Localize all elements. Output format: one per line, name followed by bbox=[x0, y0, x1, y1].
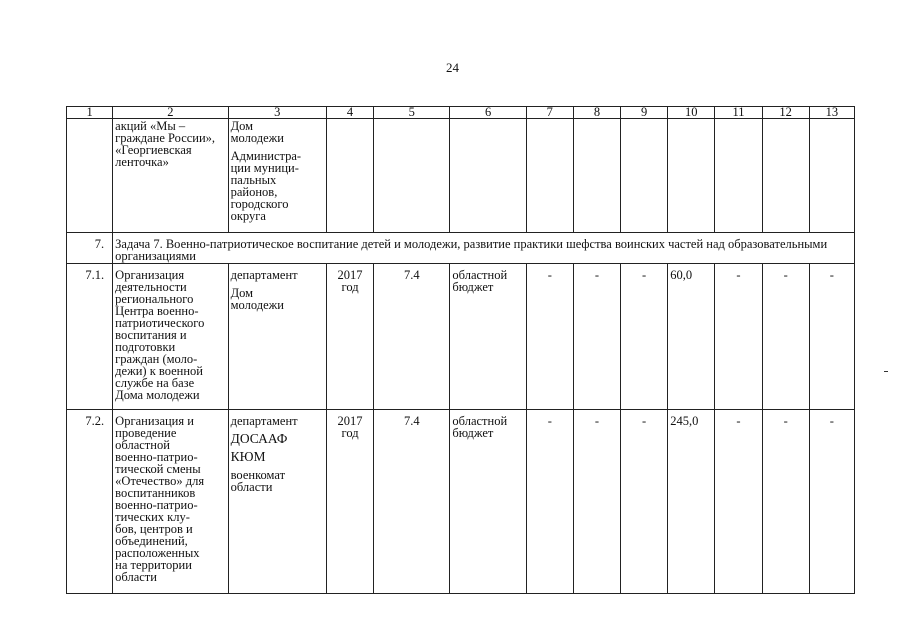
header-col-4: 4 bbox=[326, 107, 373, 119]
col-13-value: - bbox=[809, 410, 854, 594]
header-col-13: 13 bbox=[809, 107, 854, 119]
header-col-1: 1 bbox=[67, 107, 113, 119]
task-text: Задача 7. Военно-патриотическое воспитание детей и молодежи, развитие практики шефства воинских частей над образовательными организациями bbox=[113, 233, 855, 264]
continued-event-name: акций «Мы – граждане России», «Георгиевская ленточка» bbox=[113, 119, 228, 233]
funding-source: областной бюджет bbox=[450, 410, 526, 594]
indicator: 7.4 bbox=[374, 410, 450, 594]
col-12-value: - bbox=[762, 264, 809, 410]
header-row bbox=[67, 107, 855, 119]
executors: департамент Дом молодежи bbox=[228, 264, 326, 410]
indicator: 7.4 bbox=[374, 264, 450, 410]
year: 2017 год bbox=[326, 410, 373, 594]
margin-mark bbox=[884, 371, 888, 372]
col-12-value: - bbox=[762, 410, 809, 594]
event-name: Организация деятельности регионального Центра военно- патриотического воспитания и подготовки граждан (моло- дежи) к военной службе на базе Дома молодежи bbox=[113, 264, 228, 410]
col-11-value: - bbox=[715, 264, 762, 410]
page-number: 24 bbox=[446, 60, 459, 75]
executors: департамент ДОСААФ КЮМ военкомат области bbox=[228, 410, 326, 594]
col-11-value: - bbox=[715, 410, 762, 594]
header-col-5: 5 bbox=[374, 107, 450, 119]
table-row bbox=[67, 410, 855, 594]
task-number: 7. bbox=[67, 233, 113, 264]
header-col-7: 7 bbox=[526, 107, 573, 119]
col-8-value: - bbox=[573, 264, 620, 410]
continued-executors: Дом молодежи Администра- ции муници- пальных районов, городского округа bbox=[228, 119, 326, 233]
funding-source: областной бюджет bbox=[450, 264, 526, 410]
col-8-value: - bbox=[573, 410, 620, 594]
header-col-3: 3 bbox=[228, 107, 326, 119]
col-10-value: 60,0 bbox=[668, 264, 715, 410]
header-col-8: 8 bbox=[573, 107, 620, 119]
event-name: Организация и проведение областной военно-патрио- тической смены «Отечество» для воспитанников военно-патрио- тических клу- бов, центров и объединений, расположенных на территории области bbox=[113, 410, 228, 594]
header-col-12: 12 bbox=[762, 107, 809, 119]
col-10-value: 245,0 bbox=[668, 410, 715, 594]
continued-row bbox=[67, 119, 855, 233]
col-7-value: - bbox=[526, 410, 573, 594]
row-number: 7.1. bbox=[67, 264, 113, 410]
task-row bbox=[67, 233, 855, 264]
header-col-9: 9 bbox=[621, 107, 668, 119]
header-col-6: 6 bbox=[450, 107, 526, 119]
program-table bbox=[66, 106, 855, 594]
col-9-value: - bbox=[621, 410, 668, 594]
year: 2017 год bbox=[326, 264, 373, 410]
table-row bbox=[67, 264, 855, 410]
col-13-value: - bbox=[809, 264, 854, 410]
header-col-10: 10 bbox=[668, 107, 715, 119]
col-7-value: - bbox=[526, 264, 573, 410]
header-col-2: 2 bbox=[113, 107, 228, 119]
col-9-value: - bbox=[621, 264, 668, 410]
row-number: 7.2. bbox=[67, 410, 113, 594]
header-col-11: 11 bbox=[715, 107, 762, 119]
